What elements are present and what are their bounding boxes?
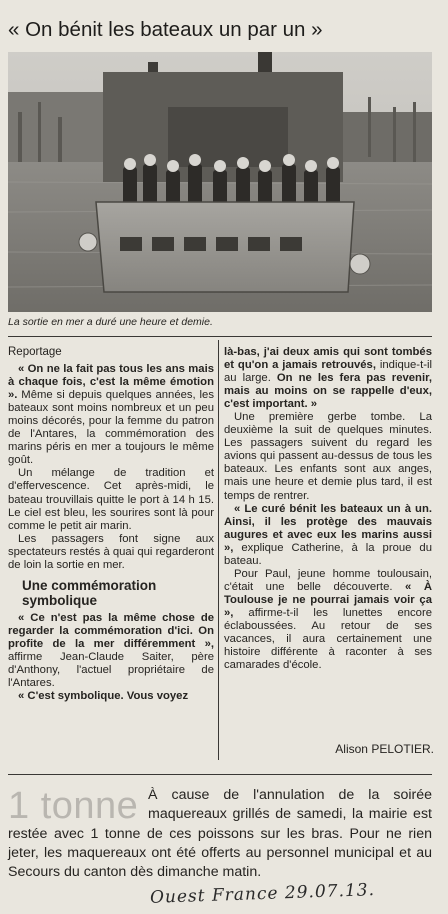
quote: « On ne la fait pas tous les ans mais à chaque fois, c'est la même émotion ». [8, 363, 214, 402]
quote: « Le curé bénit les bateaux un à un. Ainsi, il les protège des mauvais augures et avec eux les marins aussi », [224, 502, 432, 554]
body-text: Pour Paul, jeune homme toulousain, c'était une belle découverte. [224, 567, 432, 593]
quote: « C'est symbolique. Vous voyez [18, 690, 189, 703]
quote: là-bas, j'ai deux amis qui sont tombés et qu'on a jamais retrouvés, [224, 346, 432, 372]
headline: « On bénit les bateaux un par un » [8, 18, 323, 41]
column-left [8, 346, 214, 703]
author-signature: Alison PELOTIER. [335, 742, 434, 756]
boat-photo [8, 52, 432, 312]
body-text: affirme Jean-Claude Saiter, père d'Anthony, l'actuel propriétaire de l'Antares. [8, 650, 214, 690]
divider-line [8, 774, 432, 775]
brief-big-word: 1 tonne [8, 785, 139, 827]
column-right [224, 346, 432, 672]
brief-text: À cause de l'annulation de la soirée maquereaux grillés de samedi, la mairie est restée avec 1 tonne de ces poissons sur les bras. Pour ne rien jeter, les maquereaux ont été offerts au personnel municipal et au Secours du canton dès dimanche matin. [8, 787, 432, 881]
body-paragraph: Les passagers font signe aux spectateurs restés à quai qui regarderont de loin la sortie en mer. [8, 532, 214, 571]
body-text: explique Catherine, à la proue du bateau. [224, 541, 432, 567]
handwritten-source-stamp: Ouest France 29.07.13. [149, 880, 376, 908]
body-text: Même si depuis quelques années, les bateaux sont moins nombreux et un peu moins décorés, pour la femme du patron de l'Antares, la commémoration des marins péris en mer a toujours le même goût. [8, 389, 214, 467]
subheading: Une commémoration symbolique [22, 577, 157, 608]
quote: « Ce n'est pas la même chose de regarder la commémoration d'ici. On profite de la mer différemment », [8, 611, 214, 650]
column-divider [218, 340, 219, 760]
body-paragraph: Une première gerbe tombe. La deuxième la suit de quelques minutes. Les passagers suivent du regard les avions qui passent au-dessus de tous les bateaux. Les enfants sont aux anges, mais une heure et demie plus tard, il est temps de rentrer. [224, 411, 432, 502]
quote: On ne les fera pas revenir, mais au moins on se rappelle d'eux, c'est important. » [224, 372, 432, 411]
body-text: affirme-t-il les lunettes encore éclaboussées. Au retour de ses vacances, il aura certainement une histoire différente à raconter à ses camarades d'école. [224, 606, 432, 672]
photo-caption: La sortie en mer a duré une heure et demie. [8, 316, 213, 328]
quote: « À Toulouse je ne pourrai jamais voir ça », [224, 580, 432, 619]
section-kicker: Reportage [8, 346, 62, 358]
divider-line [8, 336, 432, 337]
body-paragraph: Un mélange de tradition et d'effervescence. Cet après-midi, le bateau trouvillais quitte le port à 14 h 15. Le ciel est bleu, les sourires sont là pour comme le petit air marin. [8, 467, 214, 532]
brief-paragraph [8, 786, 432, 882]
body-text: indique-t-il au large. [224, 359, 432, 385]
